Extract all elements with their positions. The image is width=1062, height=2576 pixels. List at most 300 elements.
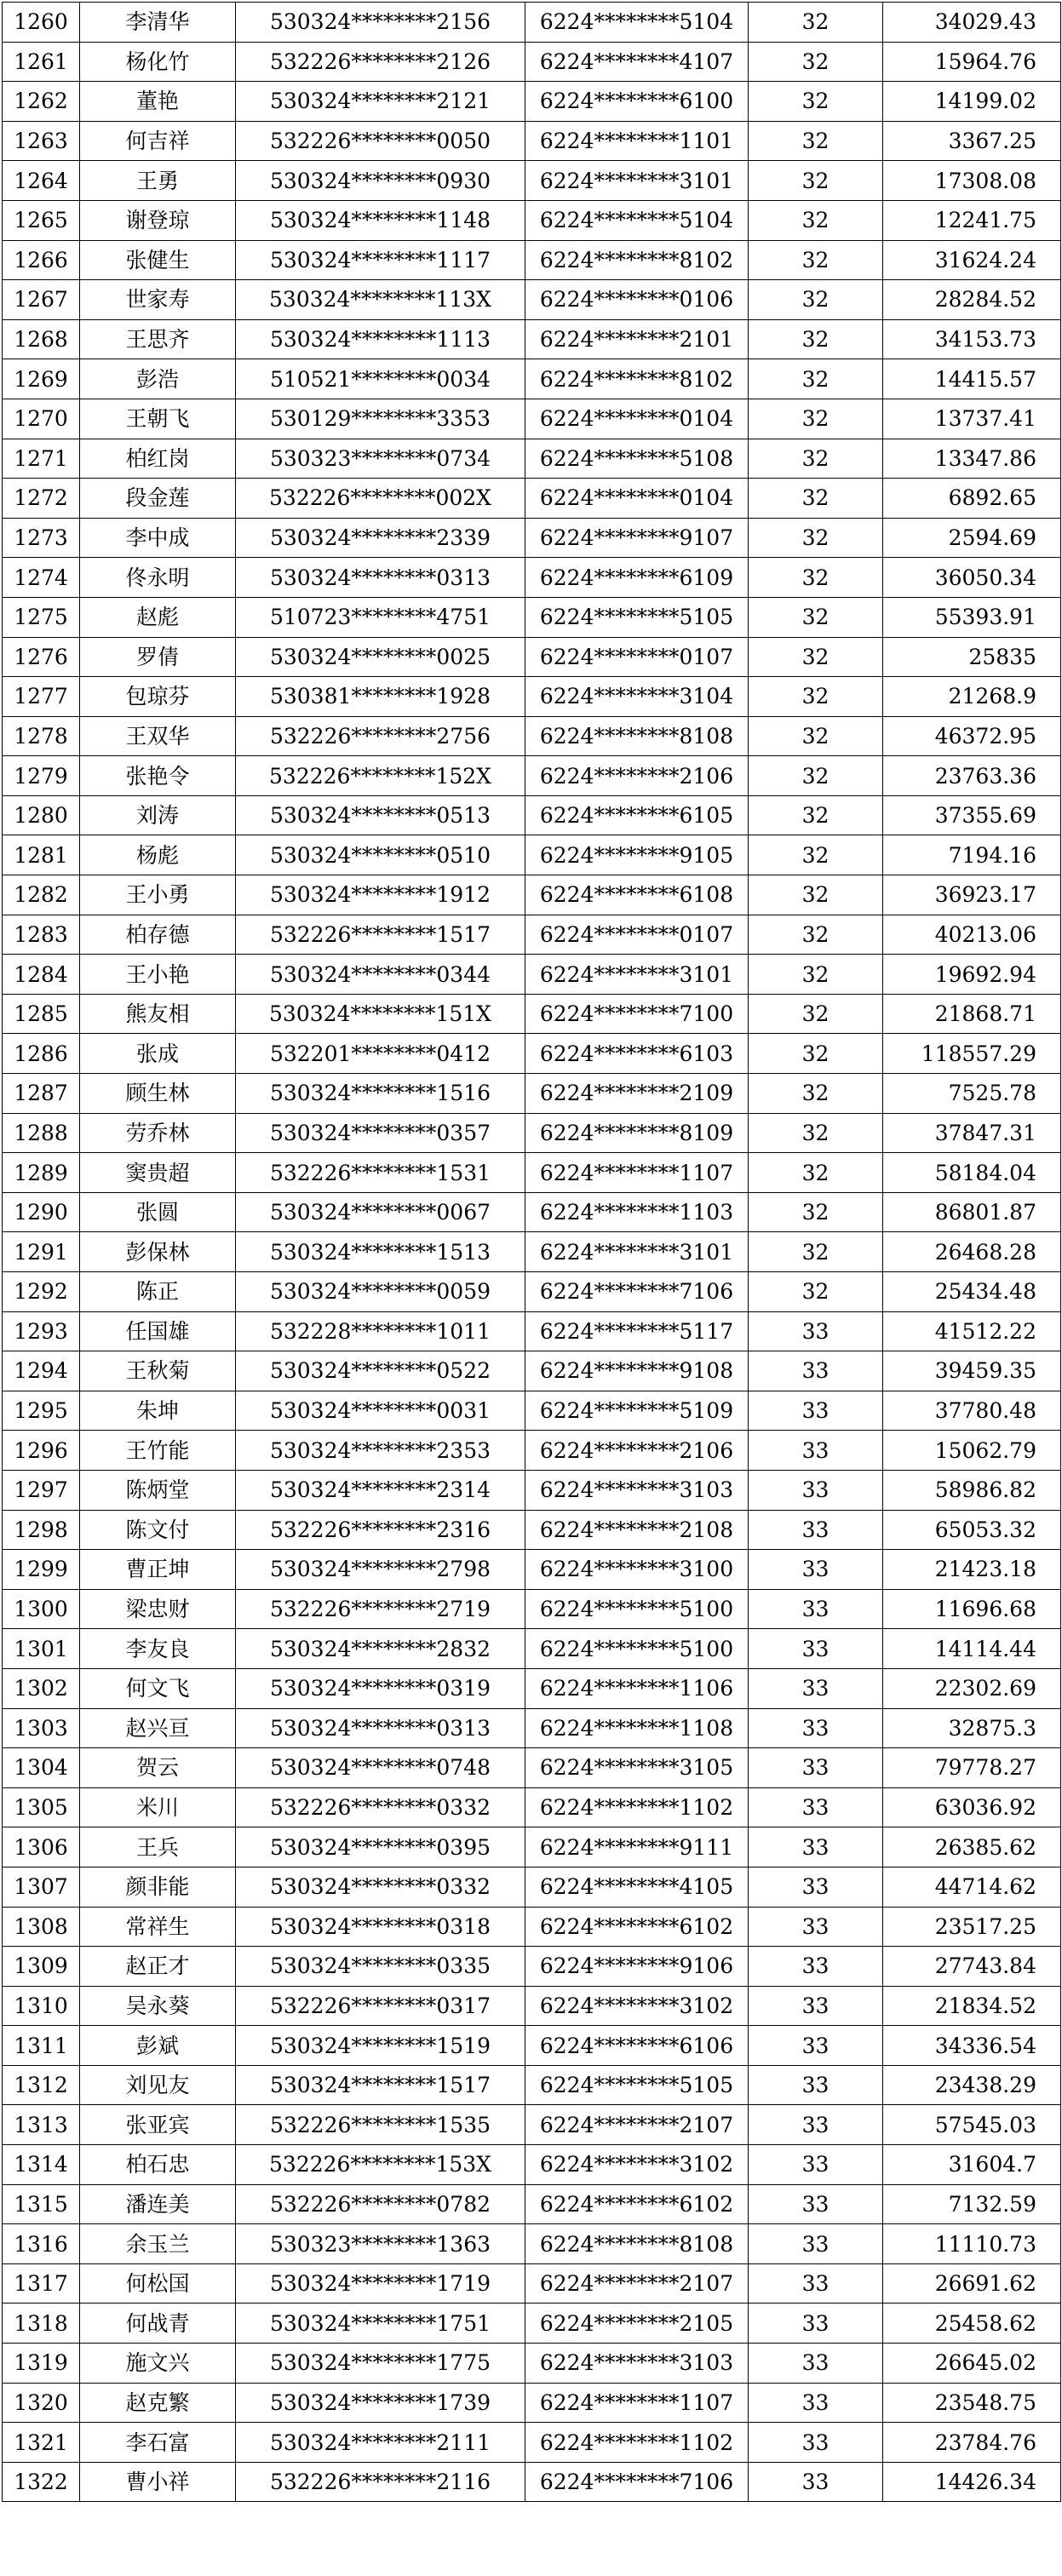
id-number-cell: 532226********2756	[236, 716, 525, 756]
id-number-cell: 530324********1912	[236, 875, 525, 915]
row-number-cell: 1303	[3, 1708, 80, 1748]
id-number-cell: 530324********0031	[236, 1391, 525, 1431]
bank-account-cell: 6224********8109	[525, 1113, 749, 1153]
table-row	[3, 2423, 1061, 2463]
amount-cell: 26645.02	[883, 2344, 1061, 2384]
group-cell: 33	[749, 1827, 883, 1867]
name-cell: 王勇	[80, 161, 236, 201]
group-cell: 33	[749, 2184, 883, 2224]
table-row	[3, 1510, 1061, 1550]
id-number-cell: 530323********1363	[236, 2224, 525, 2264]
group-cell: 33	[749, 1748, 883, 1788]
bank-account-cell: 6224********2107	[525, 2263, 749, 2303]
bank-account-cell: 6224********6103	[525, 1034, 749, 1074]
bank-account-cell: 6224********3105	[525, 1748, 749, 1788]
bank-account-cell: 6224********9105	[525, 835, 749, 875]
amount-cell: 31604.7	[883, 2145, 1061, 2185]
name-cell: 赵正才	[80, 1947, 236, 1987]
name-cell: 朱坤	[80, 1391, 236, 1431]
table-row	[3, 1550, 1061, 1590]
group-cell: 33	[749, 1470, 883, 1510]
amount-cell: 36050.34	[883, 558, 1061, 598]
group-cell: 33	[749, 1907, 883, 1947]
name-cell: 赵兴亘	[80, 1708, 236, 1748]
group-cell: 33	[749, 2263, 883, 2303]
name-cell: 王兵	[80, 1827, 236, 1867]
bank-account-cell: 6224********1101	[525, 121, 749, 161]
group-cell: 33	[749, 2026, 883, 2066]
group-cell: 32	[749, 439, 883, 479]
row-number-cell: 1277	[3, 677, 80, 717]
name-cell: 陈文付	[80, 1510, 236, 1550]
row-number-cell: 1264	[3, 161, 80, 201]
group-cell: 33	[749, 2462, 883, 2502]
id-number-cell: 510521********0034	[236, 359, 525, 399]
table-row	[3, 1827, 1061, 1867]
name-cell: 刘见友	[80, 2065, 236, 2105]
amount-cell: 22302.69	[883, 1668, 1061, 1708]
amount-cell: 46372.95	[883, 716, 1061, 756]
bank-account-cell: 6224********2101	[525, 319, 749, 359]
row-number-cell: 1294	[3, 1351, 80, 1391]
group-cell: 32	[749, 121, 883, 161]
name-cell: 彭浩	[80, 359, 236, 399]
name-cell: 杨彪	[80, 835, 236, 875]
id-number-cell: 530324********2121	[236, 82, 525, 122]
bank-account-cell: 6224********3102	[525, 1986, 749, 2026]
row-number-cell: 1314	[3, 2145, 80, 2185]
name-cell: 曹正坤	[80, 1550, 236, 1590]
id-number-cell: 532226********1517	[236, 915, 525, 955]
row-number-cell: 1273	[3, 518, 80, 558]
amount-cell: 13737.41	[883, 399, 1061, 439]
bank-account-cell: 6224********5109	[525, 1391, 749, 1431]
row-number-cell: 1297	[3, 1470, 80, 1510]
table-row	[3, 1589, 1061, 1629]
id-number-cell: 530324********2832	[236, 1629, 525, 1669]
bank-account-cell: 6224********0104	[525, 399, 749, 439]
id-number-cell: 530324********0513	[236, 795, 525, 835]
id-number-cell: 530324********0357	[236, 1113, 525, 1153]
group-cell: 32	[749, 756, 883, 796]
amount-cell: 14426.34	[883, 2462, 1061, 2502]
table-row	[3, 1113, 1061, 1153]
id-number-cell: 530324********1719	[236, 2263, 525, 2303]
group-cell: 32	[749, 399, 883, 439]
bank-account-cell: 6224********9111	[525, 1827, 749, 1867]
amount-cell: 37355.69	[883, 795, 1061, 835]
id-number-cell: 530324********1513	[236, 1232, 525, 1272]
name-cell: 颜非能	[80, 1867, 236, 1907]
amount-cell: 13347.86	[883, 439, 1061, 479]
amount-cell: 37780.48	[883, 1391, 1061, 1431]
table-row	[3, 359, 1061, 399]
row-number-cell: 1301	[3, 1629, 80, 1669]
bank-account-cell: 6224********3103	[525, 1470, 749, 1510]
row-number-cell: 1306	[3, 1827, 80, 1867]
table-row	[3, 2224, 1061, 2264]
group-cell: 33	[749, 1351, 883, 1391]
group-cell: 33	[749, 1629, 883, 1669]
row-number-cell: 1317	[3, 2263, 80, 2303]
id-number-cell: 530324********0510	[236, 835, 525, 875]
name-cell: 柏红岗	[80, 439, 236, 479]
table-row	[3, 479, 1061, 519]
group-cell: 32	[749, 716, 883, 756]
amount-cell: 11110.73	[883, 2224, 1061, 2264]
row-number-cell: 1290	[3, 1192, 80, 1232]
bank-account-cell: 6224********3101	[525, 161, 749, 201]
row-number-cell: 1315	[3, 2184, 80, 2224]
table-row	[3, 280, 1061, 320]
id-number-cell: 530324********113X	[236, 280, 525, 320]
table-row	[3, 875, 1061, 915]
amount-cell: 23784.76	[883, 2423, 1061, 2463]
bank-account-cell: 6224********3104	[525, 677, 749, 717]
row-number-cell: 1271	[3, 439, 80, 479]
table-row	[3, 1867, 1061, 1907]
name-cell: 罗倩	[80, 637, 236, 677]
name-cell: 张健生	[80, 240, 236, 280]
row-number-cell: 1300	[3, 1589, 80, 1629]
bank-account-cell: 6224********1107	[525, 1153, 749, 1193]
amount-cell: 39459.35	[883, 1351, 1061, 1391]
id-number-cell: 532226********0050	[236, 121, 525, 161]
amount-cell: 6892.65	[883, 479, 1061, 519]
id-number-cell: 530324********1751	[236, 2303, 525, 2344]
group-cell: 33	[749, 2383, 883, 2423]
id-number-cell: 530324********0335	[236, 1947, 525, 1987]
row-number-cell: 1272	[3, 479, 80, 519]
amount-cell: 25835	[883, 637, 1061, 677]
amount-cell: 34029.43	[883, 3, 1061, 43]
amount-cell: 86801.87	[883, 1192, 1061, 1232]
group-cell: 32	[749, 200, 883, 240]
name-cell: 李中成	[80, 518, 236, 558]
table-row	[3, 1192, 1061, 1232]
bank-account-cell: 6224********3101	[525, 1232, 749, 1272]
name-cell: 吴永葵	[80, 1986, 236, 2026]
group-cell: 33	[749, 2224, 883, 2264]
bank-account-cell: 6224********5117	[525, 1311, 749, 1351]
amount-cell: 23438.29	[883, 2065, 1061, 2105]
table-row	[3, 1311, 1061, 1351]
row-number-cell: 1281	[3, 835, 80, 875]
group-cell: 32	[749, 835, 883, 875]
amount-cell: 3367.25	[883, 121, 1061, 161]
name-cell: 彭保林	[80, 1232, 236, 1272]
row-number-cell: 1318	[3, 2303, 80, 2344]
name-cell: 何战青	[80, 2303, 236, 2344]
row-number-cell: 1284	[3, 955, 80, 995]
id-number-cell: 530324********151X	[236, 994, 525, 1034]
row-number-cell: 1320	[3, 2383, 80, 2423]
name-cell: 陈正	[80, 1272, 236, 1312]
row-number-cell: 1265	[3, 200, 80, 240]
amount-cell: 2594.69	[883, 518, 1061, 558]
amount-cell: 57545.03	[883, 2105, 1061, 2145]
row-number-cell: 1263	[3, 121, 80, 161]
amount-cell: 21868.71	[883, 994, 1061, 1034]
table-row	[3, 1431, 1061, 1471]
group-cell: 32	[749, 955, 883, 995]
amount-cell: 17308.08	[883, 161, 1061, 201]
name-cell: 谢登琼	[80, 200, 236, 240]
table-row	[3, 1787, 1061, 1827]
bank-account-cell: 6224********6106	[525, 2026, 749, 2066]
row-number-cell: 1262	[3, 82, 80, 122]
bank-account-cell: 6224********7106	[525, 1272, 749, 1312]
table-row	[3, 1748, 1061, 1788]
group-cell: 32	[749, 319, 883, 359]
id-number-cell: 532226********1531	[236, 1153, 525, 1193]
id-number-cell: 532226********2126	[236, 42, 525, 82]
id-number-cell: 530324********1148	[236, 200, 525, 240]
name-cell: 董艳	[80, 82, 236, 122]
group-cell: 33	[749, 1867, 883, 1907]
name-cell: 王竹能	[80, 1431, 236, 1471]
amount-cell: 36923.17	[883, 875, 1061, 915]
bank-account-cell: 6224********7100	[525, 994, 749, 1034]
row-number-cell: 1307	[3, 1867, 80, 1907]
table-row	[3, 835, 1061, 875]
bank-account-cell: 6224********2105	[525, 2303, 749, 2344]
amount-cell: 58986.82	[883, 1470, 1061, 1510]
table-row	[3, 319, 1061, 359]
group-cell: 32	[749, 518, 883, 558]
bank-account-cell: 6224********5100	[525, 1629, 749, 1669]
group-cell: 32	[749, 1153, 883, 1193]
amount-cell: 19692.94	[883, 955, 1061, 995]
row-number-cell: 1298	[3, 1510, 80, 1550]
group-cell: 32	[749, 994, 883, 1034]
row-number-cell: 1295	[3, 1391, 80, 1431]
row-number-cell: 1302	[3, 1668, 80, 1708]
id-number-cell: 532226********2116	[236, 2462, 525, 2502]
row-number-cell: 1321	[3, 2423, 80, 2463]
amount-cell: 31624.24	[883, 240, 1061, 280]
group-cell: 32	[749, 1113, 883, 1153]
table-row	[3, 637, 1061, 677]
amount-cell: 12241.75	[883, 200, 1061, 240]
amount-cell: 7132.59	[883, 2184, 1061, 2224]
row-number-cell: 1260	[3, 3, 80, 43]
row-number-cell: 1285	[3, 994, 80, 1034]
group-cell: 32	[749, 359, 883, 399]
bank-account-cell: 6224********6108	[525, 875, 749, 915]
row-number-cell: 1268	[3, 319, 80, 359]
row-number-cell: 1261	[3, 42, 80, 82]
table-row	[3, 1272, 1061, 1312]
group-cell: 32	[749, 637, 883, 677]
id-number-cell: 532226********2719	[236, 1589, 525, 1629]
id-number-cell: 530324********1739	[236, 2383, 525, 2423]
row-number-cell: 1311	[3, 2026, 80, 2066]
id-number-cell: 532226********0782	[236, 2184, 525, 2224]
name-cell: 曹小祥	[80, 2462, 236, 2502]
table-row	[3, 161, 1061, 201]
group-cell: 33	[749, 2303, 883, 2344]
bank-account-cell: 6224********5100	[525, 1589, 749, 1629]
amount-cell: 65053.32	[883, 1510, 1061, 1550]
bank-account-cell: 6224********6109	[525, 558, 749, 598]
amount-cell: 32875.3	[883, 1708, 1061, 1748]
row-number-cell: 1279	[3, 756, 80, 796]
amount-cell: 25434.48	[883, 1272, 1061, 1312]
row-number-cell: 1274	[3, 558, 80, 598]
name-cell: 余玉兰	[80, 2224, 236, 2264]
row-number-cell: 1289	[3, 1153, 80, 1193]
amount-cell: 21423.18	[883, 1550, 1061, 1590]
table-row	[3, 716, 1061, 756]
id-number-cell: 530324********2156	[236, 3, 525, 43]
name-cell: 柏存德	[80, 915, 236, 955]
name-cell: 李石富	[80, 2423, 236, 2463]
table-row	[3, 439, 1061, 479]
bank-account-cell: 6224********2108	[525, 1510, 749, 1550]
bank-account-cell: 6224********1102	[525, 1787, 749, 1827]
table-row	[3, 2383, 1061, 2423]
id-number-cell: 532226********152X	[236, 756, 525, 796]
group-cell: 32	[749, 795, 883, 835]
bank-account-cell: 6224********8102	[525, 240, 749, 280]
group-cell: 33	[749, 2105, 883, 2145]
row-number-cell: 1305	[3, 1787, 80, 1827]
table-row	[3, 2344, 1061, 2384]
id-number-cell: 530324********2353	[236, 1431, 525, 1471]
id-number-cell: 530324********0025	[236, 637, 525, 677]
table-row	[3, 399, 1061, 439]
id-number-cell: 530324********0059	[236, 1272, 525, 1312]
id-number-cell: 532226********002X	[236, 479, 525, 519]
amount-cell: 37847.31	[883, 1113, 1061, 1153]
row-number-cell: 1270	[3, 399, 80, 439]
amount-cell: 14415.57	[883, 359, 1061, 399]
group-cell: 32	[749, 1232, 883, 1272]
row-number-cell: 1312	[3, 2065, 80, 2105]
group-cell: 33	[749, 1391, 883, 1431]
bank-account-cell: 6224********5105	[525, 597, 749, 637]
name-cell: 刘涛	[80, 795, 236, 835]
row-number-cell: 1282	[3, 875, 80, 915]
group-cell: 33	[749, 2065, 883, 2105]
name-cell: 王小艳	[80, 955, 236, 995]
name-cell: 王秋菊	[80, 1351, 236, 1391]
bank-account-cell: 6224********8108	[525, 716, 749, 756]
table-row	[3, 1986, 1061, 2026]
amount-cell: 11696.68	[883, 1589, 1061, 1629]
amount-cell: 44714.62	[883, 1867, 1061, 1907]
amount-cell: 34153.73	[883, 319, 1061, 359]
table-row	[3, 1153, 1061, 1193]
name-cell: 梁忠财	[80, 1589, 236, 1629]
bank-account-cell: 6224********9106	[525, 1947, 749, 1987]
name-cell: 佟永明	[80, 558, 236, 598]
group-cell: 32	[749, 240, 883, 280]
bank-account-cell: 6224********7106	[525, 2462, 749, 2502]
bank-account-cell: 6224********5104	[525, 3, 749, 43]
table-row	[3, 518, 1061, 558]
bank-account-cell: 6224********0107	[525, 637, 749, 677]
table-row	[3, 2145, 1061, 2185]
name-cell: 彭斌	[80, 2026, 236, 2066]
table-row	[3, 3, 1061, 43]
name-cell: 柏石忠	[80, 2145, 236, 2185]
group-cell: 33	[749, 2145, 883, 2185]
group-cell: 32	[749, 1272, 883, 1312]
amount-cell: 15062.79	[883, 1431, 1061, 1471]
id-number-cell: 530323********0734	[236, 439, 525, 479]
id-number-cell: 530324********0344	[236, 955, 525, 995]
table-row	[3, 558, 1061, 598]
row-number-cell: 1322	[3, 2462, 80, 2502]
row-number-cell: 1313	[3, 2105, 80, 2145]
name-cell: 张艳令	[80, 756, 236, 796]
amount-cell: 28284.52	[883, 280, 1061, 320]
bank-account-cell: 6224********6102	[525, 1907, 749, 1947]
row-number-cell: 1269	[3, 359, 80, 399]
table-row	[3, 677, 1061, 717]
group-cell: 32	[749, 161, 883, 201]
name-cell: 王思齐	[80, 319, 236, 359]
amount-cell: 27743.84	[883, 1947, 1061, 1987]
bank-account-cell: 6224********1102	[525, 2423, 749, 2463]
amount-cell: 34336.54	[883, 2026, 1061, 2066]
amount-cell: 15964.76	[883, 42, 1061, 82]
id-number-cell: 532201********0412	[236, 1034, 525, 1074]
group-cell: 32	[749, 42, 883, 82]
amount-cell: 40213.06	[883, 915, 1061, 955]
id-number-cell: 532226********0332	[236, 1787, 525, 1827]
name-cell: 包琼芬	[80, 677, 236, 717]
name-cell: 何松国	[80, 2263, 236, 2303]
amount-cell: 26385.62	[883, 1827, 1061, 1867]
group-cell: 32	[749, 1192, 883, 1232]
bank-account-cell: 6224********9108	[525, 1351, 749, 1391]
id-number-cell: 530324********0318	[236, 1907, 525, 1947]
amount-cell: 26468.28	[883, 1232, 1061, 1272]
row-number-cell: 1293	[3, 1311, 80, 1351]
table-row	[3, 200, 1061, 240]
group-cell: 33	[749, 1787, 883, 1827]
table-row	[3, 1391, 1061, 1431]
table-row	[3, 1629, 1061, 1669]
name-cell: 赵彪	[80, 597, 236, 637]
name-cell: 赵克繁	[80, 2383, 236, 2423]
table-row	[3, 1668, 1061, 1708]
name-cell: 何文飞	[80, 1668, 236, 1708]
table-row	[3, 1351, 1061, 1391]
table-row	[3, 1034, 1061, 1074]
amount-cell: 118557.29	[883, 1034, 1061, 1074]
name-cell: 潘连美	[80, 2184, 236, 2224]
id-number-cell: 510723********4751	[236, 597, 525, 637]
amount-cell: 63036.92	[883, 1787, 1061, 1827]
id-number-cell: 530324********0319	[236, 1668, 525, 1708]
table-body	[3, 3, 1061, 2502]
bank-account-cell: 6224********4107	[525, 42, 749, 82]
bank-account-cell: 6224********5108	[525, 439, 749, 479]
bank-account-cell: 6224********3102	[525, 2145, 749, 2185]
name-cell: 任国雄	[80, 1311, 236, 1351]
amount-cell: 14114.44	[883, 1629, 1061, 1669]
group-cell: 33	[749, 1589, 883, 1629]
name-cell: 熊友相	[80, 994, 236, 1034]
row-number-cell: 1283	[3, 915, 80, 955]
id-number-cell: 530129********3353	[236, 399, 525, 439]
group-cell: 32	[749, 915, 883, 955]
id-number-cell: 530324********0313	[236, 1708, 525, 1748]
